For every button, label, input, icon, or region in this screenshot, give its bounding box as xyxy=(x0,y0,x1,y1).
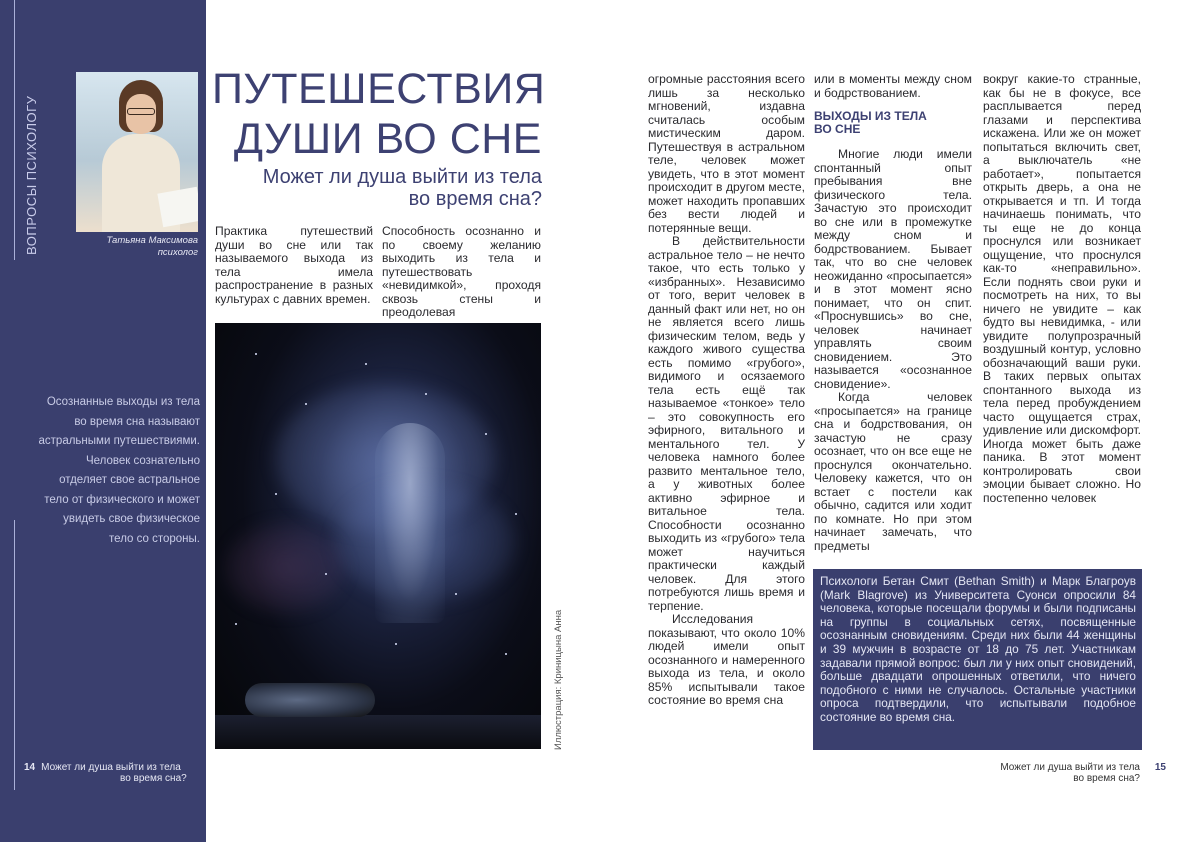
star xyxy=(305,403,307,405)
article-subtitle-line2: во время сна? xyxy=(408,188,542,210)
article-subtitle xyxy=(212,166,542,210)
body-column-4 xyxy=(814,73,972,553)
folio-right xyxy=(1000,762,1166,784)
article-title xyxy=(212,64,546,164)
lead-column-2 xyxy=(382,225,541,320)
running-title-right-line1: Может ли душа выйти из тела xyxy=(1000,762,1140,773)
lead-paragraph-1: Практика путешествий души во сне или так называемого выхода из тела имела распространение в разных культурах с давних времен. xyxy=(215,224,373,306)
left-sidebar xyxy=(0,0,206,842)
pull-quote-line: тело со стороны. xyxy=(109,532,200,545)
star xyxy=(275,493,277,495)
body-paragraph: огромные расстояния всего лишь за несколько мгновений, издавна считалась особым мистическим даром. Путешествуя в астральном теле, человек может увидеть, что в этот момент происходит в другом месте, может находить пропавших без вести людей и потерянные вещи. xyxy=(648,72,805,235)
sleeping-figure xyxy=(245,683,375,717)
pull-quote-line: астральными путешествиями. xyxy=(38,435,200,447)
pull-quote xyxy=(24,393,200,549)
article-subtitle-line1: Может ли душа выйти из тела xyxy=(262,166,542,188)
body-paragraph: или в моменты между сном и бодрствованием. xyxy=(814,72,972,100)
body-paragraph: Исследования показывают, что около 10% людей имели опыт осознанного и намеренного выхода из тела, и около 85% испытывали такое состояние во время сна xyxy=(648,612,805,707)
page-number-right: 15 xyxy=(1154,762,1166,773)
illustration-credit: Иллюстрация: Криницына Анна xyxy=(553,609,564,750)
section-heading-line2: ВО СНЕ xyxy=(814,122,861,136)
body-paragraph: Многие люди имели спонтанный опыт пребывания вне физического тела. Зачастую это происходит во сне или в промежутке между сном и бодрствованием. Бывает так, что во сне человек неожиданно «просыпается» и в этот момент ясно понимает, что он спит. «Проснувшись» во сне, человек начинает управлять своим сновидением. Это называется «осознанное сновидение». xyxy=(814,147,972,391)
body-paragraph: В действительности астральное тело – не нечто такое, что есть только у «избранных». Независимо от того, верит человек в данный факт или нет, но он не является всего лишь физическим телом, ведь у каждого живого существа есть помимо «грубого», видимого и осязаемого тела есть ещё так называемое «тонкое» тело – это совокупность его эфирного, витального и ментального тел. У человека намного более развито ментальное тело, а у животных более активно эфирное и витальное тела. Способности осознанно выходить из «грубого» тела может научиться практически каждый человек. Для этого потребуются лишь время и терпение. xyxy=(648,234,805,613)
author-photo xyxy=(76,72,198,232)
section-heading-line1: ВЫХОДЫ ИЗ ТЕЛА xyxy=(814,109,927,123)
star xyxy=(235,623,237,625)
section-label: ВОПРОСЫ ПСИХОЛОГУ xyxy=(24,95,39,255)
body-column-5 xyxy=(983,73,1141,505)
body-paragraph: вокруг какие-то странные, как бы не в фокусе, все расплывается перед глазами и перспектива искажена. Или же он может попытаться включить свет, а выключатель «не работает», попытается открыть дверь, а она не открывается и тп. И тогда начинаешь понимать, что ты еще не до конца проснулся или возникает ощущение, что проснулся как-то «неправильно». Если поднять свои руки и посмотреть на них, то вы ничего не увидите – как будто вы невидимка, - или увидите полупрозрачный воздушный контур, условно обозначающий ваши руки. В таких первых опытах спонтанного выхода из тела перед пробуждением часто ощущается страх, удивление или дискомфорт. Иногда может быть даже паника. В этот момент контролировать свои эмоции бывает сложно. Но постепенно человек xyxy=(983,72,1141,505)
running-title-left-line2: во время сна? xyxy=(120,773,187,784)
sidebar-rule-bottom xyxy=(14,520,15,790)
pull-quote-line: отделяет свое астральное xyxy=(59,474,200,486)
author-role: психолог xyxy=(157,247,198,258)
star xyxy=(425,393,427,395)
body-column-3 xyxy=(648,73,805,708)
pull-quote-line: увидеть свое физическое xyxy=(63,513,200,525)
star xyxy=(505,653,507,655)
pull-quote-line: во время сна называют xyxy=(74,415,200,428)
pull-quote-line: Человек сознательно xyxy=(85,454,200,467)
author-photo-glasses xyxy=(127,108,155,115)
body-paragraph: Когда человек «просыпается» на границе сна и бодрствования, он зачастую не сразу осознает, что он все еще не проснулся окончательно. Человеку кажется, что он встает с постели как обычно, садится или ходит по комнате. Но при этом начинает замечать, что предметы xyxy=(814,390,972,553)
running-title-left-line1: Может ли душа выйти из тела xyxy=(41,762,181,773)
lead-column-1 xyxy=(215,225,373,306)
pull-quote-line: тело от физического и может xyxy=(44,493,200,506)
article-title-line1: ПУТЕШЕСТВИЯ xyxy=(212,65,546,113)
space-illustration xyxy=(215,323,541,749)
sidebar-rule-top xyxy=(14,0,15,260)
star xyxy=(485,433,487,435)
star xyxy=(515,513,517,515)
star xyxy=(255,353,257,355)
author-name: Татьяна Максимова xyxy=(106,235,198,246)
author-caption xyxy=(60,235,198,259)
star xyxy=(395,643,397,645)
lead-paragraph-2: Способность осознанно и по своему желанию выходить из тела и путешествовать «невидимкой», проходя сквозь стены и преодолевая xyxy=(382,224,541,319)
research-callout-box: Психологи Бетан Смит (Bethan Smith) и Марк Благроув (Mark Blagrove) из Университета Суонси опросили 84 человека, которые посещали форумы и были подписаны на группы в социальных сетях, посвященные осознанным сновидениям. Среди них были 44 женщины и 39 мужчин в возрасте от 18 до 75 лет. Участникам задавали прямой вопрос: был ли у них опыт сновидений, больше двадцати опрошенных ответили, что ничего подобного с ними не случалось. Остальные участники опроса подтвердили, что испытывали подобное состояние во время сна. xyxy=(813,569,1142,750)
section-heading xyxy=(814,110,972,136)
star xyxy=(365,363,367,365)
nebula-cloud xyxy=(225,523,345,613)
author-photo-paper xyxy=(157,187,198,227)
bed-shadow xyxy=(215,715,541,749)
star xyxy=(455,593,457,595)
page-number-left: 14 xyxy=(24,762,36,773)
folio-left xyxy=(24,762,187,784)
astral-figure xyxy=(375,423,445,623)
article-title-line2: ДУШИ ВО СНЕ xyxy=(233,115,542,163)
pull-quote-line: Осознанные выходы из тела xyxy=(46,396,200,408)
running-title-right-line2: во время сна? xyxy=(1073,773,1140,784)
star xyxy=(325,573,327,575)
